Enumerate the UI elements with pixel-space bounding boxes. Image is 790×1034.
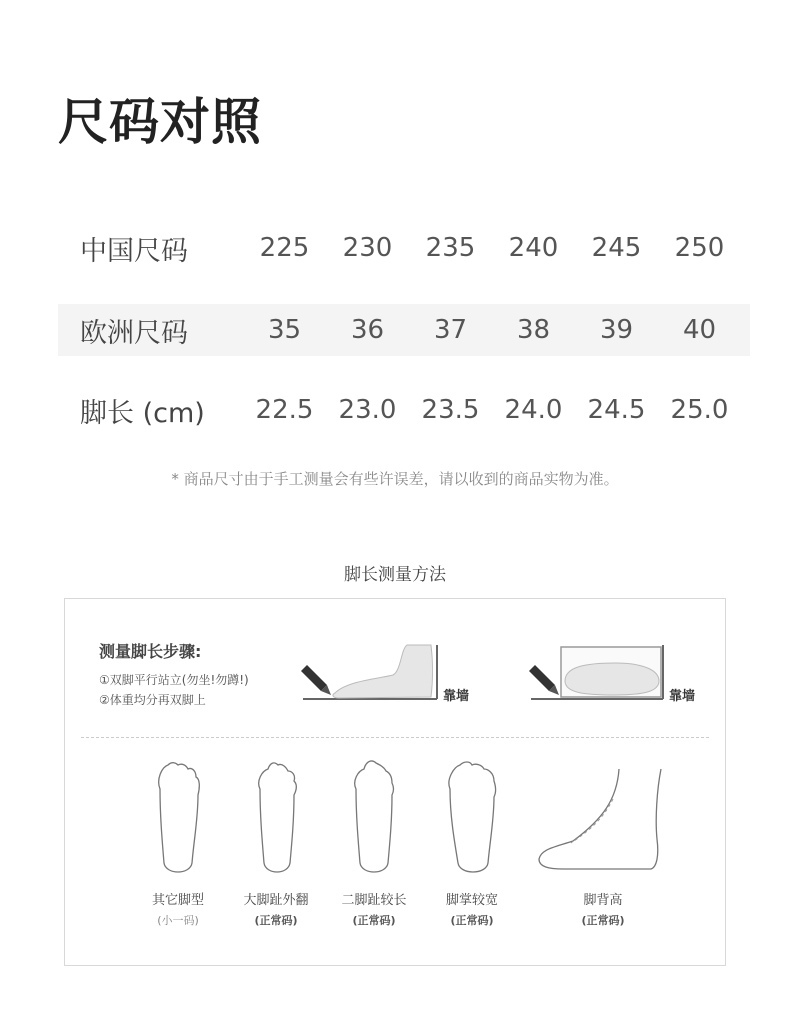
foot-outline-icon [148,759,208,879]
pencil-icon [301,665,331,695]
size-value: 240 [508,233,559,263]
foot-side-measure-illustration [297,641,447,711]
size-value: 230 [342,233,393,263]
size-row-cn [58,222,750,274]
step-item: ②体重均分再双脚上 [99,693,206,707]
size-row-foot-length [58,384,750,436]
foot-type-name: 其它脚型 [151,893,204,908]
foot-type-size: (正常码) [581,914,625,927]
size-value: 24.0 [504,395,563,425]
wall-label: 靠墙 [669,689,696,704]
size-value: 245 [591,233,642,263]
wall-label: 靠墙 [443,689,470,704]
size-value: 24.5 [587,395,646,425]
size-value: 38 [516,315,551,345]
dashed-divider [81,737,709,738]
measure-section-title: 脚长测量方法 [344,565,446,585]
size-value: 23.5 [421,395,480,425]
row-label: 欧洲尺码 [80,317,188,349]
size-row-eu [58,304,750,356]
size-value: 36 [350,315,385,345]
size-value: 23.0 [338,395,397,425]
foot-type-item [319,759,429,928]
disclaimer-note: * 商品尺寸由于手工测量会有些许误差，请以收到的商品实物为准。 [171,470,619,488]
size-value: 22.5 [255,395,314,425]
size-value: 35 [267,315,302,345]
foot-outline-icon [246,759,306,879]
foot-type-size: (正常码) [352,914,396,927]
foot-outline-icon [344,759,404,879]
step-item: ①双脚平行站立(勿坐!勿蹲!) [99,673,249,687]
foot-type-size: (正常码) [254,914,298,927]
foot-type-name: 脚掌较宽 [445,893,498,908]
pencil-icon [529,665,559,695]
size-value: 250 [674,233,725,263]
row-label: 脚长 (cm) [80,397,205,429]
measure-guide-panel [64,598,726,966]
foot-outline-icon [442,759,502,879]
foot-type-name: 二脚趾较长 [341,893,407,908]
page-title: 尺码对照 [58,93,262,151]
row-label: 中国尺码 [80,235,188,267]
foot-side-outline-icon [533,759,673,879]
size-value: 235 [425,233,476,263]
size-value: 39 [599,315,634,345]
size-value: 25.0 [670,395,729,425]
foot-type-item [533,759,673,928]
foot-top-measure-illustration [525,641,675,711]
foot-type-item [123,759,233,928]
foot-type-name: 脚背高 [583,893,623,908]
foot-type-size: (小一码) [157,914,199,927]
size-value: 37 [433,315,468,345]
foot-type-item [221,759,331,928]
foot-type-size: (正常码) [450,914,494,927]
size-value: 225 [259,233,310,263]
steps-title: 测量脚长步骤: [99,642,202,661]
foot-type-item [417,759,527,928]
size-value: 40 [682,315,717,345]
foot-type-name: 大脚趾外翻 [243,893,309,908]
